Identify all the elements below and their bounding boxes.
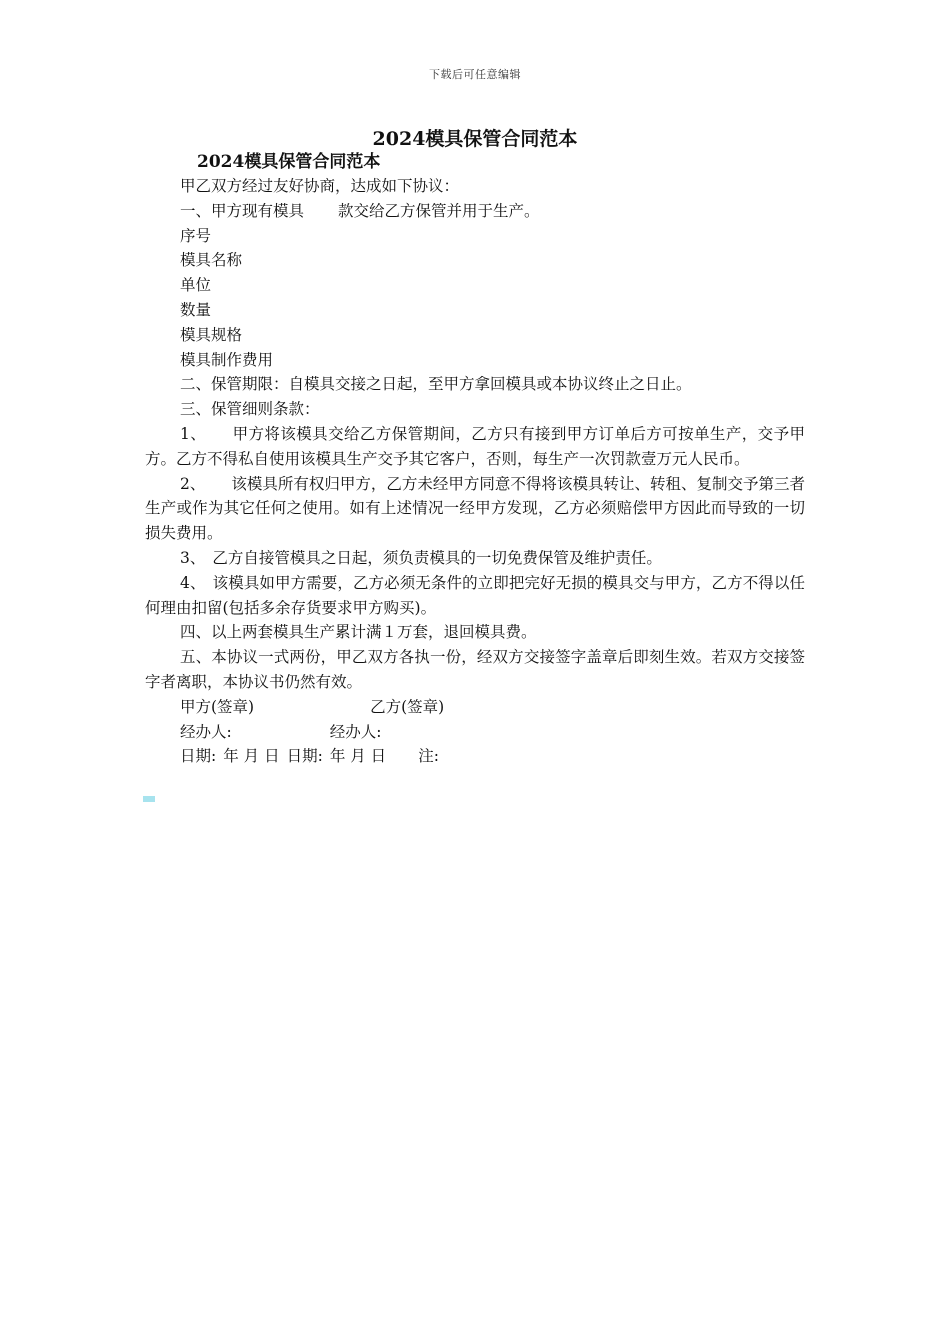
rule-text: 该模具如甲方需要，乙方必须无条件的立即把完好无损的模具交与甲方，乙方不得以任何理由扣留(包括多余存货要求甲方购买)。 (145, 573, 805, 617)
rule-item (145, 422, 805, 472)
table-field: 模具制作费用 (180, 350, 274, 369)
clause-2: 二、保管期限：自模具交接之日起，至甲方拿回模具或本协议终止之日止。 (180, 375, 692, 394)
signature-dates (145, 744, 805, 769)
rule-number: 1、 (180, 424, 207, 443)
table-field: 模具名称 (180, 251, 243, 270)
rule-text: 甲方将该模具交给乙方保管期间，乙方只有接到甲方订单后方可按单生产，交予甲方。乙方不得私自使用该模具生产交予其它客户，否则，每生产一次罚款壹万元人民币。 (145, 424, 805, 468)
document-body (145, 150, 805, 769)
table-field: 模具规格 (180, 325, 243, 344)
highlight-marker (143, 796, 155, 802)
table-field: 序号 (180, 226, 212, 245)
clause-1-prefix: 一、甲方现有模具 (180, 201, 305, 220)
document-subtitle: 2024模具保管合同范本 (197, 152, 381, 172)
note-label: 注: (418, 747, 439, 766)
date-b-ymd: 年 月 日 (329, 747, 387, 766)
clause-1 (145, 199, 805, 224)
rule-number: 3、 (180, 548, 206, 567)
rule-item (145, 571, 805, 621)
party-b-seal: 乙方(签章) (370, 697, 445, 716)
handler-b: 经办人: (329, 722, 382, 741)
party-a-seal: 甲方(签章) (180, 697, 255, 716)
rule-item (145, 546, 805, 571)
rule-text: 该模具所有权归甲方，乙方未经甲方同意不得将该模具转让、转租、复制交予第三者生产或作为其它任何之使用。如有上述情况一经甲方发现，乙方必须赔偿甲方因此而导致的一切损失费用。 (145, 474, 805, 543)
clause-5: 五、本协议一式两份，甲乙双方各执一份，经双方交接签字盖章后即刻生效。若双方交接签字者离职，本协议书仍然有效。 (145, 648, 805, 691)
signature-handlers (145, 720, 805, 745)
clause-3-heading: 三、保管细则条款： (180, 400, 320, 419)
table-field: 单位 (180, 276, 212, 295)
date-a-ymd: 年 月 日 (223, 747, 280, 766)
rule-text: 乙方自接管模具之日起，须负责模具的一切免费保管及维护责任。 (212, 548, 662, 567)
rule-number: 4、 (180, 573, 206, 592)
document-title: 2024模具保管合同范本 (372, 128, 578, 150)
header-note: 下载后可任意编辑 (429, 68, 521, 81)
clause-4: 四、以上两套模具生产累计满１万套，退回模具费。 (180, 623, 537, 642)
date-b-label: 日期: (286, 747, 323, 766)
handler-a: 经办人: (180, 722, 232, 741)
intro-line: 甲乙双方经过友好协商，达成如下协议： (180, 177, 460, 195)
table-field: 数量 (180, 300, 212, 319)
signature-parties (145, 695, 805, 720)
rule-number: 2、 (180, 474, 206, 493)
date-a-label: 日期: (180, 747, 217, 766)
clause-1-suffix: 款交给乙方保管并用于生产。 (338, 201, 540, 220)
rule-item (145, 472, 805, 546)
